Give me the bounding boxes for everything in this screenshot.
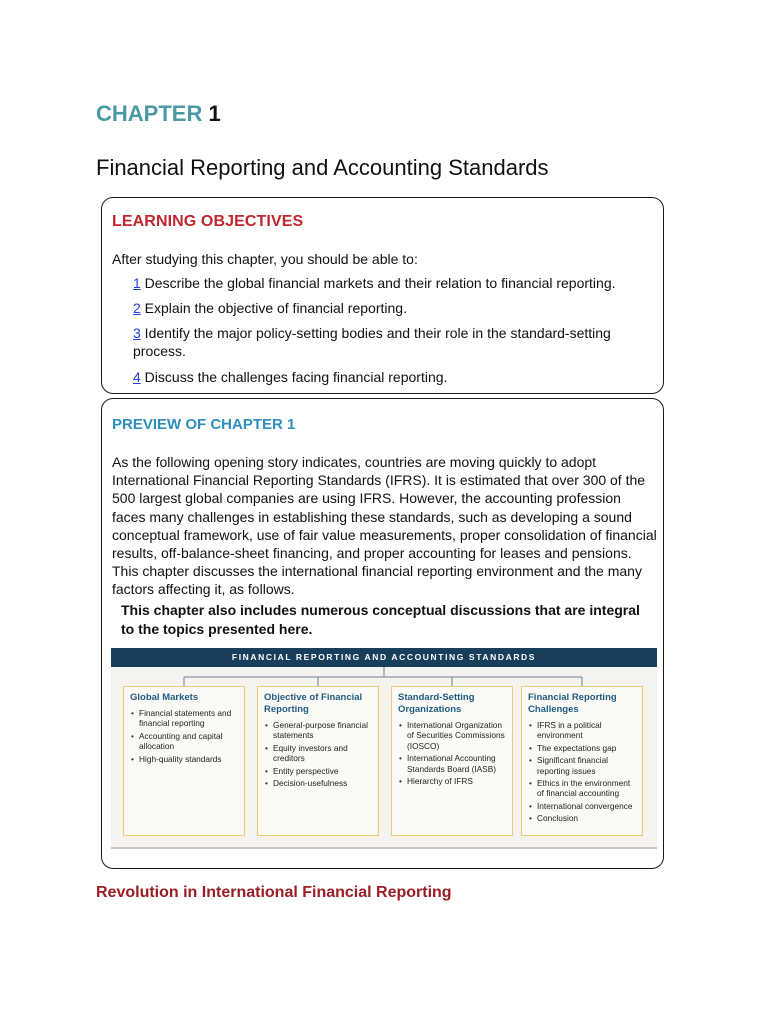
learning-objective-item <box>133 369 447 387</box>
preview-title: PREVIEW OF CHAPTER 1 <box>112 416 296 433</box>
objective-link-1[interactable]: 1 <box>133 275 141 291</box>
chapter-number: 1 <box>208 101 221 126</box>
figure-box-title: Objective of Financial Reporting <box>264 692 363 715</box>
section-heading: Revolution in International Financial Reporting <box>96 884 452 901</box>
objective-link-4[interactable]: 4 <box>133 369 141 385</box>
chapter-title: Financial Reporting and Accounting Standards <box>96 155 549 180</box>
figure-box-list <box>264 720 372 788</box>
figure-list-item: • Accounting and capital allocation <box>130 731 238 752</box>
figure-box-title: Standard-Setting Organizations <box>398 692 475 715</box>
figure-list-item: • Decision-usefulness <box>264 778 372 788</box>
figure-list-item: • Equity investors and creditors <box>264 743 372 764</box>
learning-objective-item <box>133 275 616 293</box>
figure-box-list <box>130 708 238 764</box>
chapter-overview-figure <box>111 648 657 849</box>
preview-body: As the following opening story indicates, countries are moving quickly to adopt International Financial Reporting Standards (IFRS). It is estimated that over 300 of the 500 largest global companies are using IFRS. However, the accounting profession faces many challenges in establishing these standards, such as developing a sound conceptual framework, use of fair value measurements, proper consolidation of financial results, off-balance-sheet financing, and proper accounting for leases and pensions. This chapter discusses the international financial reporting environment and the many factors affecting it, as follows. <box>112 454 657 598</box>
figure-box-list <box>528 720 636 824</box>
figure-list-item: • International Organization of Securities Commissions (IOSCO) <box>398 720 506 751</box>
learning-objectives-intro: After studying this chapter, you should be able to: <box>112 251 418 267</box>
figure-box-challenges <box>521 686 643 836</box>
learning-objective-item <box>133 300 407 318</box>
figure-box-global-markets <box>123 686 245 836</box>
figure-list-item: • International Accounting Standards Board (IASB) <box>398 753 506 774</box>
figure-box-title: Financial Reporting Challenges <box>528 692 617 715</box>
figure-list-item: • Conclusion <box>528 813 636 823</box>
figure-list-item: • High-quality standards <box>130 754 238 764</box>
figure-list-item: • Entity perspective <box>264 766 372 776</box>
objective-text: Discuss the challenges facing financial reporting. <box>140 369 448 385</box>
figure-list-item: • Significant financial reporting issues <box>528 755 636 776</box>
figure-connector-lines <box>111 667 657 686</box>
figure-list-item: • Financial statements and financial reporting <box>130 708 238 729</box>
figure-box-list <box>398 720 506 786</box>
figure-header: FINANCIAL REPORTING AND ACCOUNTING STANDARDS <box>111 648 657 667</box>
figure-list-item: • International convergence <box>528 801 636 811</box>
objective-text: Explain the objective of financial reporting. <box>140 300 407 316</box>
objective-text: Identify the major policy-setting bodies and their role in the standard-setting process. <box>133 325 611 359</box>
figure-list-item: • IFRS in a political environment <box>528 720 636 741</box>
learning-objectives-box <box>101 197 664 394</box>
learning-objectives-title: LEARNING OBJECTIVES <box>112 213 304 230</box>
objective-link-3[interactable]: 3 <box>133 325 141 341</box>
figure-box-title: Global Markets <box>130 692 199 703</box>
figure-box-objective <box>257 686 379 836</box>
chapter-heading <box>96 99 221 129</box>
preview-box <box>101 398 664 869</box>
figure-list-item: • Hierarchy of IFRS <box>398 776 506 786</box>
figure-list-item: • Ethics in the environment of financial accounting <box>528 778 636 799</box>
preview-note: This chapter also includes numerous conceptual discussions that are integral to the topics presented here. <box>121 602 640 637</box>
objective-text: Describe the global financial markets and their relation to financial reporting. <box>140 275 616 291</box>
chapter-word: CHAPTER <box>96 101 203 126</box>
objective-link-2[interactable]: 2 <box>133 300 141 316</box>
figure-list-item: • General-purpose financial statements <box>264 720 372 741</box>
learning-objective-item <box>133 325 658 360</box>
figure-box-standard-setting <box>391 686 513 836</box>
figure-list-item: • The expectations gap <box>528 743 636 753</box>
